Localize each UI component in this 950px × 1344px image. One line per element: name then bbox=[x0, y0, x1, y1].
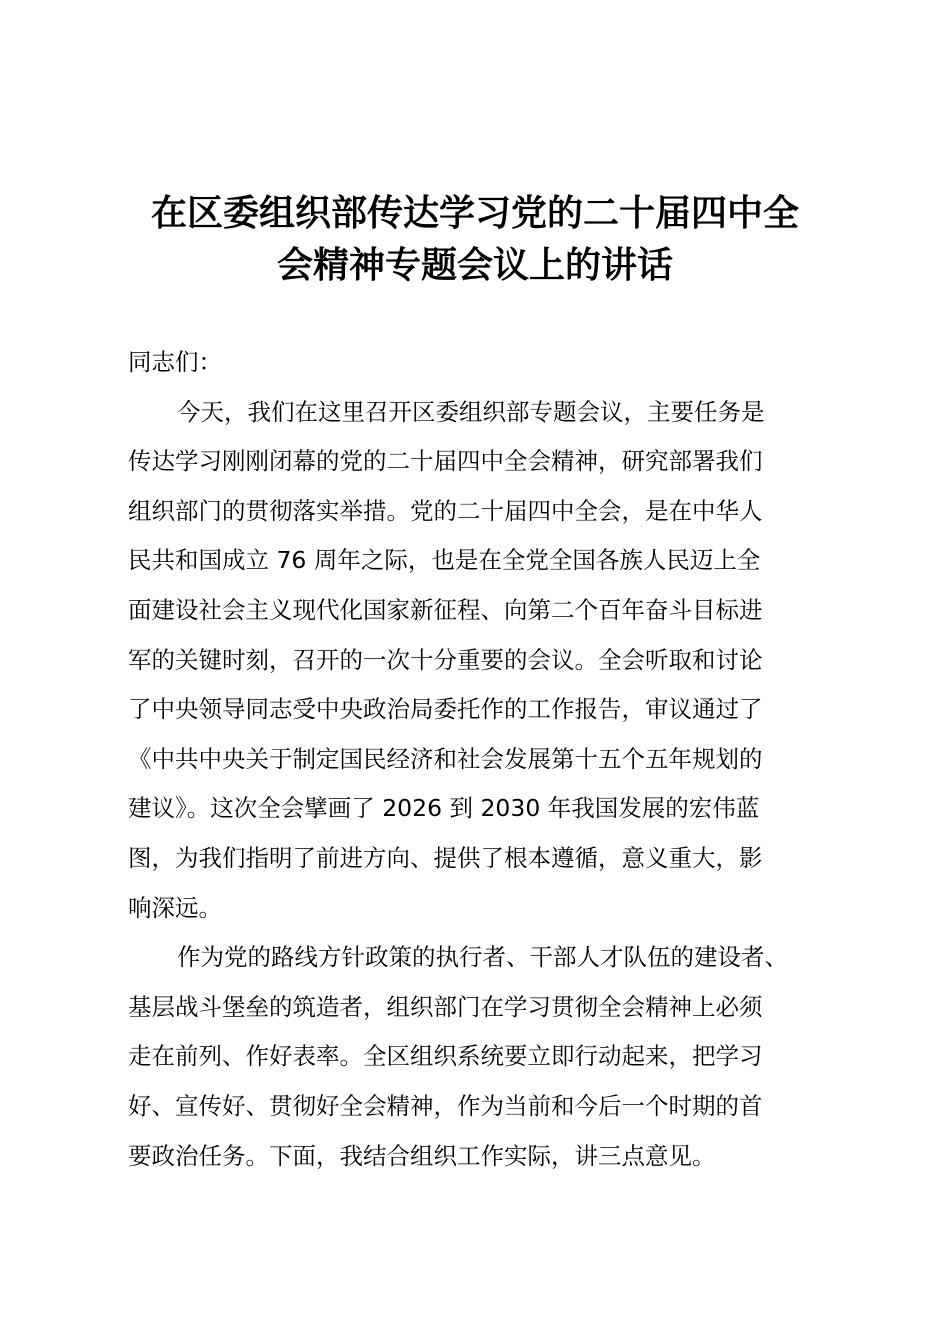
paragraph-line: 民共和国成立 76 周年之际，也是在全党全国各族人民迈上全 bbox=[128, 546, 761, 575]
document-body bbox=[128, 338, 828, 1181]
paragraph-1 bbox=[128, 388, 828, 934]
title-line-2: 会精神专题会议上的讲话 bbox=[276, 245, 673, 286]
paragraph-2 bbox=[128, 933, 828, 1181]
paragraph-line: 好、宣传好、贯彻好全会精神，作为当前和今后一个时期的首 bbox=[128, 1091, 763, 1120]
paragraph-line: 要政治任务。下面，我结合组织工作实际，讲三点意见。 bbox=[128, 1141, 716, 1170]
paragraph-line: 响深远。 bbox=[128, 893, 222, 922]
salutation: 同志们： bbox=[128, 348, 222, 376]
paragraph-line: 基层战斗堡垒的筑造者，组织部门在学习贯彻全会精神上必须 bbox=[128, 992, 763, 1021]
paragraph-line: 面建设社会主义现代化国家新征程、向第二个百年奋斗目标进 bbox=[128, 595, 763, 624]
document-title bbox=[100, 188, 850, 292]
paragraph-line: 军的关键时刻，召开的一次十分重要的会议。全会听取和讨论 bbox=[128, 645, 763, 674]
paragraph-line: 《中共中央关于制定国民经济和社会发展第十五个五年规划的 bbox=[128, 744, 763, 773]
paragraph-line: 今天，我们在这里召开区委组织部专题会议，主要任务是 bbox=[177, 397, 765, 426]
paragraph-line: 了中央领导同志受中央政治局委托作的工作报告，审议通过了 bbox=[128, 695, 763, 724]
paragraph-line: 组织部门的贯彻落实举措。党的二十届四中全会，是在中华人 bbox=[128, 496, 763, 525]
paragraph-line: 走在前列、作好表率。全区组织系统要立即行动起来，把学习 bbox=[128, 1042, 763, 1071]
title-line-1: 在区委组织部传达学习党的二十届四中全 bbox=[150, 193, 799, 234]
paragraph-line: 建议》。这次全会擘画了 2026 到 2030 年我国发展的宏伟蓝 bbox=[128, 794, 760, 823]
paragraph-line: 图，为我们指明了前进方向、提供了根本遵循，意义重大，影 bbox=[128, 843, 763, 872]
paragraph-line: 作为党的路线方针政策的执行者、干部人才队伍的建设者、 bbox=[177, 943, 788, 972]
paragraph-line: 传达学习刚刚闭幕的党的二十届四中全会精神，研究部署我们 bbox=[128, 447, 763, 476]
